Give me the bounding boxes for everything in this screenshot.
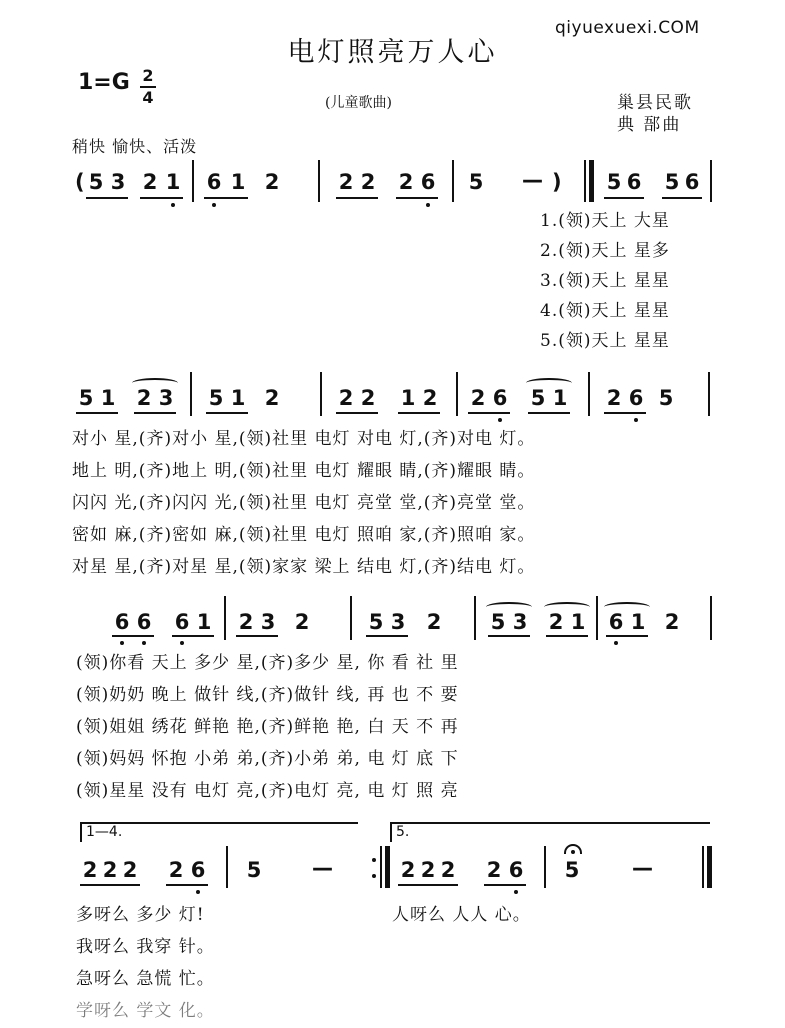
repeat-dot [372,858,376,862]
note: 6 [626,170,642,194]
note: 5 [246,858,262,882]
note: 3 [390,610,406,634]
note: 1 [165,170,181,194]
dash: — [312,856,333,880]
note: 2 [102,858,118,882]
bar-line [226,846,228,888]
lyric-verse-2: 我呀么 我穿 针。 [76,937,215,957]
note: 2 [82,858,98,882]
bar-line [544,846,546,888]
note: 6 [206,170,222,194]
credit-folk-song: 巢县民歌 [617,93,693,113]
lyric-verse-5: 人呀么 人人 心。 [392,905,531,925]
note: 3 [158,386,174,410]
lyric-verse-3: 急呀么 急慌 忙。 [76,969,215,989]
note: 3 [110,170,126,194]
lyric-verse-4: 密如 麻,(齐)密如 麻,(领)社里 电灯 照咱 家,(齐)照咱 家。 [72,525,536,545]
song-title: 电灯照亮万人心 [287,37,498,68]
note: 2 [470,386,486,410]
lyric-verse-4: 学呀么 学文 化。 [76,1001,215,1021]
note: 2 [294,610,310,634]
note: 1 [570,610,586,634]
lyric-verse-1: (领)你看 天上 多少 星,(齐)多少 星, 你 看 社 里 [76,653,459,673]
note: 2 [422,386,438,410]
beam [166,884,208,886]
note: 5 [658,386,674,410]
note: 1 [100,386,116,410]
watermark-text: qiyuexuexi.COM [555,18,700,38]
dash: — [632,856,653,880]
final-bar-thin [702,846,704,888]
note: 2 [238,610,254,634]
beam [398,884,458,886]
lyric-verse-1: 多呀么 多少 灯! [76,905,205,925]
note: 5 [606,170,622,194]
volta-bracket-2 [390,822,710,842]
lyric-verse-1: 1.(领)天上 大星 [540,211,670,231]
note: 1 [230,170,246,194]
repeat-dot [372,874,376,878]
lyric-verse-5: 对星 星,(齐)对星 星,(领)家家 梁上 结电 灯,(齐)结电 灯。 [72,557,536,577]
note: 2 [400,858,416,882]
lyric-verse-1: 对小 星,(齐)对小 星,(领)社里 电灯 对电 灯,(齐)对电 灯。 [72,429,536,449]
time-signature-top: 2 [142,66,154,85]
intro-paren-open: ( [75,170,85,194]
note: 2 [360,170,376,194]
low-octave-dot [514,890,518,894]
note: 2 [664,610,680,634]
note: 2 [398,170,414,194]
lyric-verse-5: 5.(领)天上 星星 [540,331,670,351]
note: 5 [368,610,384,634]
note: 5 [530,386,546,410]
note: 2 [264,386,280,410]
lyric-verse-2: 地上 明,(齐)地上 明,(领)社里 电灯 耀眼 睛,(齐)耀眼 睛。 [72,461,536,481]
note: 2 [486,858,502,882]
note: 2 [440,858,456,882]
lyric-verse-2: 2.(领)天上 星多 [540,241,670,261]
beam [80,884,140,886]
note: 2 [264,170,280,194]
note: 1 [552,386,568,410]
repeat-bar-thin [380,846,382,888]
note: 6 [628,386,644,410]
note: 6 [684,170,700,194]
volta-label-1: 1—4. [86,824,123,840]
note: 6 [608,610,624,634]
note: 6 [492,386,508,410]
lyric-verse-4: 4.(领)天上 星星 [540,301,670,321]
beam [484,884,526,886]
dash: — [522,168,543,192]
note: 6 [508,858,524,882]
credit-composer: 典 郚曲 [617,115,682,135]
low-octave-dot [196,890,200,894]
lyric-verse-3: 闪闪 光,(齐)闪闪 光,(领)社里 电灯 亮堂 堂,(齐)亮堂 堂。 [72,493,536,513]
note: 2 [136,386,152,410]
note: 3 [512,610,528,634]
tempo-marking: 稍快 愉快、活泼 [72,137,198,156]
note: 2 [338,170,354,194]
note: 6 [420,170,436,194]
fermata-icon [564,844,582,854]
note: 3 [260,610,276,634]
note: 2 [606,386,622,410]
subtitle: (儿童歌曲) [325,95,392,111]
lyric-verse-4: (领)妈妈 怀抱 小弟 弟,(齐)小弟 弟, 电 灯 底 下 [76,749,459,769]
note: 5 [490,610,506,634]
note: 2 [338,386,354,410]
note: 2 [420,858,436,882]
intro-paren-close: ) [552,170,562,194]
note: 1 [400,386,416,410]
lyric-verse-3: 3.(领)天上 星星 [540,271,670,291]
note: 1 [196,610,212,634]
note: 2 [548,610,564,634]
note: 2 [360,386,376,410]
note: 5 [664,170,680,194]
note: 1 [630,610,646,634]
note: 6 [114,610,130,634]
note: 2 [142,170,158,194]
note: 6 [174,610,190,634]
note: 1 [230,386,246,410]
time-signature-bottom: 4 [142,88,154,107]
note: 5 [88,170,104,194]
repeat-bar-thick [385,846,390,888]
note: 5 [468,170,484,194]
note: 5 [78,386,94,410]
lyric-verse-3: (领)姐姐 绣花 鲜艳 艳,(齐)鲜艳 艳, 白 天 不 再 [76,717,459,737]
note: 2 [122,858,138,882]
note: 5 [564,858,580,882]
note: 6 [136,610,152,634]
lyric-verse-2: (领)奶奶 晚上 做针 线,(齐)做针 线, 再 也 不 要 [76,685,459,705]
note: 5 [208,386,224,410]
key-signature: 1=G [78,70,130,95]
note: 6 [190,858,206,882]
final-bar-thick [707,846,712,888]
lyric-verse-5: (领)星星 没有 电灯 亮,(齐)电灯 亮, 电 灯 照 亮 [76,781,459,801]
note: 2 [426,610,442,634]
note: 2 [168,858,184,882]
volta-label-2: 5. [396,824,410,840]
